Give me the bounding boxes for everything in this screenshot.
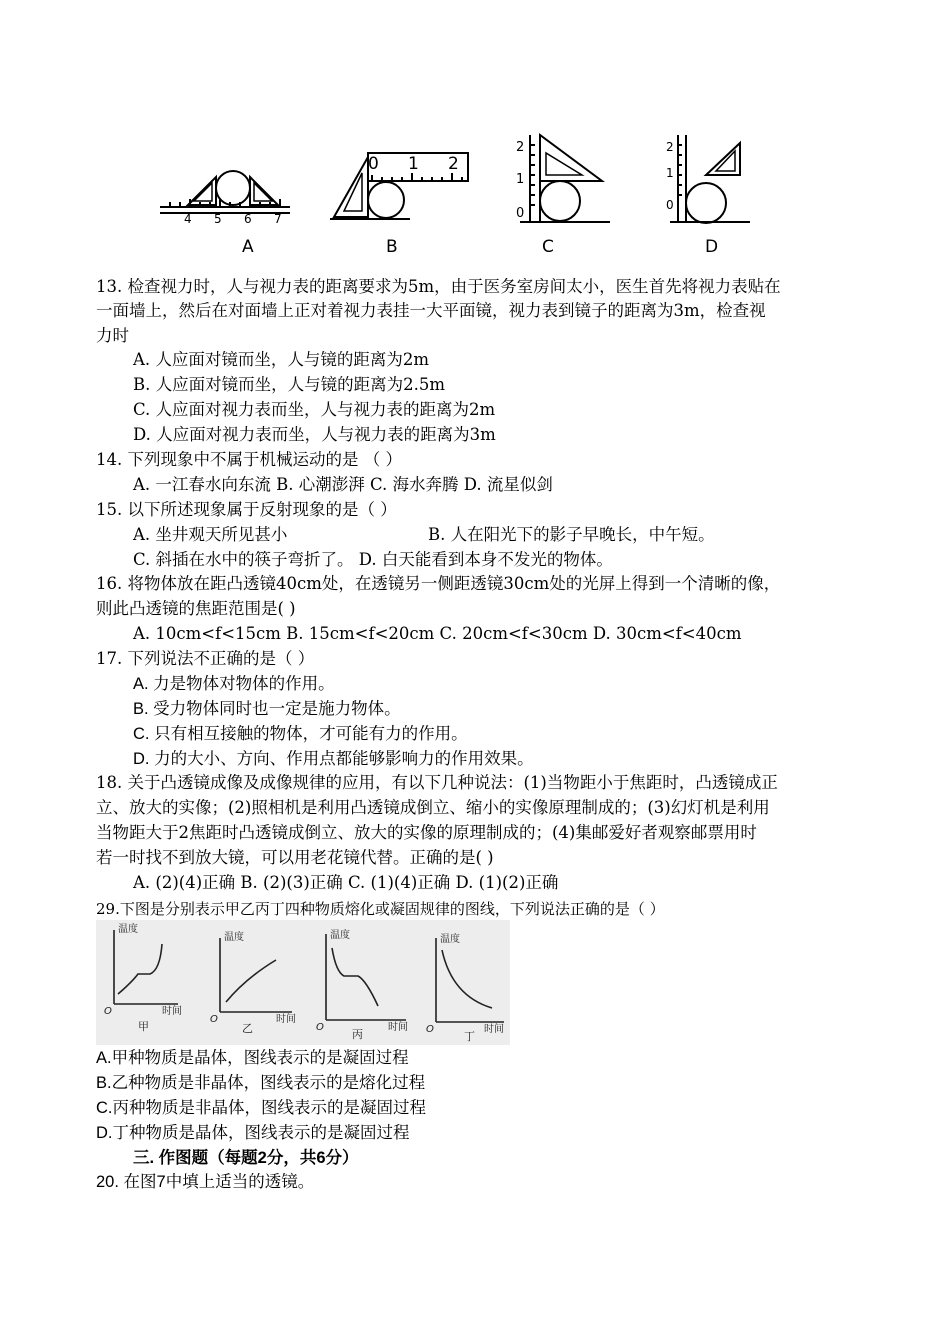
- q15-option-b: B. 人在阳光下的影子早晚长，中午短。: [428, 525, 715, 544]
- q16-stem-line-2: 则此凸透镜的焦距范围是( ): [96, 599, 296, 618]
- figure-b-tick-label: 2: [448, 154, 459, 174]
- q13-stem-line-1: 13. 检查视力时，人与视力表的距离要求为5m，由于医务室房间太小，医生首先将视力表贴在: [96, 277, 781, 296]
- q16-stem-line-1: 16. 将物体放在距凸透镜40cm处，在透镜另一侧距透镜30cm处的光屏上得到一个清晰的像，: [96, 574, 781, 593]
- figure-caption-a: A: [242, 237, 254, 257]
- q17-stem: 17. 下列说法不正确的是（ ）: [96, 649, 315, 668]
- measurement-figures-drawing: [150, 125, 750, 235]
- graph-yi: [220, 938, 292, 1012]
- graph-bing-y-label: 温度: [330, 930, 350, 941]
- q13-option-c: C. 人应面对视力表而坐，人与视力表的距离为2m: [133, 400, 496, 419]
- q29-option-c: C.丙种物质是非晶体，图线表示的是凝固过程: [96, 1099, 426, 1117]
- figure-d-tick-label: 1: [666, 166, 674, 180]
- graph-ding: [436, 938, 504, 1022]
- figure-d-tick-label: 0: [666, 198, 674, 212]
- graph-bing: [326, 934, 406, 1020]
- graph-jia-origin: O: [104, 1006, 112, 1017]
- graph-ding-name: 丁: [464, 1030, 475, 1043]
- figure-a-tick-label: 4: [184, 212, 192, 226]
- measurement-figures: [150, 125, 750, 265]
- figure-c-triangle: [540, 135, 602, 181]
- figure-caption-b: B: [386, 237, 398, 257]
- q15-stem: 15. 以下所述现象属于反射现象的是（ ）: [96, 500, 397, 519]
- q29-option-a: A.甲种物质是晶体，图线表示的是凝固过程: [96, 1049, 409, 1067]
- q29-graphs-drawing: [96, 920, 510, 1045]
- figure-a-tick-label: 6: [244, 212, 252, 226]
- graph-jia-y-label: 温度: [118, 924, 138, 935]
- figure-b-tick-label: 1: [408, 154, 419, 174]
- graph-yi-x-label: 时间: [276, 1014, 296, 1025]
- q29-graphs: [96, 920, 510, 1045]
- graph-bing-x-label: 时间: [388, 1022, 408, 1033]
- figure-c-ball: [540, 181, 580, 221]
- q17-option-d: D. 力的大小、方向、作用点都能够影响力的作用效果。: [133, 750, 534, 768]
- figure-d-ball: [686, 183, 726, 223]
- graph-ding-y-label: 温度: [440, 934, 460, 945]
- q13-option-b: B. 人应面对镜而坐，人与镜的距离为2.5m: [133, 375, 446, 394]
- graph-ding-x-label: 时间: [484, 1024, 504, 1035]
- q29-option-d: D.丁种物质是晶体，图线表示的是凝固过程: [96, 1124, 410, 1142]
- q15-option-a: A. 坐井观天所见甚小: [133, 525, 288, 544]
- q13-option-d: D. 人应面对视力表而坐，人与视力表的距离为3m: [133, 425, 496, 444]
- q18-stem-line-3: 当物距大于2焦距时凸透镜成倒立、放大的实像的原理制成的；(4)集邮爱好者观察邮票用时: [96, 823, 757, 842]
- q13-stem-line-2: 一面墙上，然后在对面墙上正对着视力表挂一大平面镜，视力表到镜子的距离为3m，检查视: [96, 301, 766, 320]
- q17-option-c: C. 只有相互接触的物体，才可能有力的作用。: [133, 725, 468, 743]
- figure-a-tick-label: 5: [214, 212, 222, 226]
- figure-a-ball: [216, 171, 250, 205]
- figure-d-tick-label: 2: [666, 140, 674, 154]
- figure-b-triangle: [334, 157, 368, 217]
- q18-stem-line-1: 18. 关于凸透镜成像及成像规律的应用，有以下几种说法：(1)当物距小于焦距时，凸透镜成正: [96, 773, 778, 792]
- q14-stem: 14. 下列现象中不属于机械运动的是 （ ）: [96, 450, 402, 469]
- q18-stem-line-4: 若一时找不到放大镜，可以用老花镜代替。正确的是( ): [96, 848, 494, 867]
- q17-option-a: A. 力是物体对物体的作用。: [133, 675, 335, 693]
- figure-c-tick-label: 0: [516, 206, 525, 221]
- graph-jia-name: 甲: [138, 1020, 149, 1033]
- graph-bing-name: 丙: [352, 1028, 363, 1041]
- graph-yi-y-label: 温度: [224, 932, 244, 943]
- section-3-title: 三. 作图题（每题2分，共6分）: [133, 1149, 359, 1167]
- q16-options: A. 10cm<f<15cm B. 15cm<f<20cm C. 20cm<f<30cm D. 30cm<f<40cm: [133, 624, 742, 643]
- q18-options: A. (2)(4)正确 B. (2)(3)正确 C. (1)(4)正确 D. (1)(2)正确: [133, 873, 559, 892]
- q29-option-b: B.乙种物质是非晶体，图线表示的是熔化过程: [96, 1074, 426, 1092]
- q15-options-cd: C. 斜插在水中的筷子弯折了。 D. 白天能看到本身不发光的物体。: [133, 550, 613, 569]
- figure-c-tick-label: 2: [516, 140, 525, 155]
- figure-c-tick-label: 1: [516, 172, 525, 187]
- graph-yi-origin: O: [210, 1014, 218, 1025]
- figure-b-ball: [368, 182, 404, 218]
- figure-b-tick-label: 0: [368, 154, 379, 174]
- q17-option-b: B. 受力物体同时也一定是施力物体。: [133, 700, 401, 718]
- q20-stem: 20. 在图7中填上适当的透镜。: [96, 1173, 315, 1191]
- figure-caption-c: C: [542, 237, 554, 257]
- q18-stem-line-2: 立、放大的实像；(2)照相机是利用凸透镜成倒立、缩小的实像原理制成的；(3)幻灯机是利用: [96, 798, 770, 817]
- q13-option-a: A. 人应面对镜而坐，人与镜的距离为2m: [133, 350, 430, 369]
- q14-options: A. 一江春水向东流 B. 心潮澎湃 C. 海水奔腾 D. 流星似剑: [133, 475, 553, 494]
- graph-bing-origin: O: [316, 1022, 324, 1033]
- graph-ding-origin: O: [426, 1024, 434, 1035]
- figure-a-tick-label: 7: [274, 212, 282, 226]
- graph-jia: [114, 930, 178, 1004]
- q29-stem: 29.下图是分别表示甲乙丙丁四种物质熔化或凝固规律的图线，下列说法正确的是（ ）: [96, 900, 665, 918]
- q13-stem-line-3: 力时: [96, 326, 129, 345]
- graph-jia-x-label: 时间: [162, 1006, 182, 1017]
- figure-caption-d: D: [705, 237, 719, 257]
- graph-yi-name: 乙: [242, 1022, 253, 1035]
